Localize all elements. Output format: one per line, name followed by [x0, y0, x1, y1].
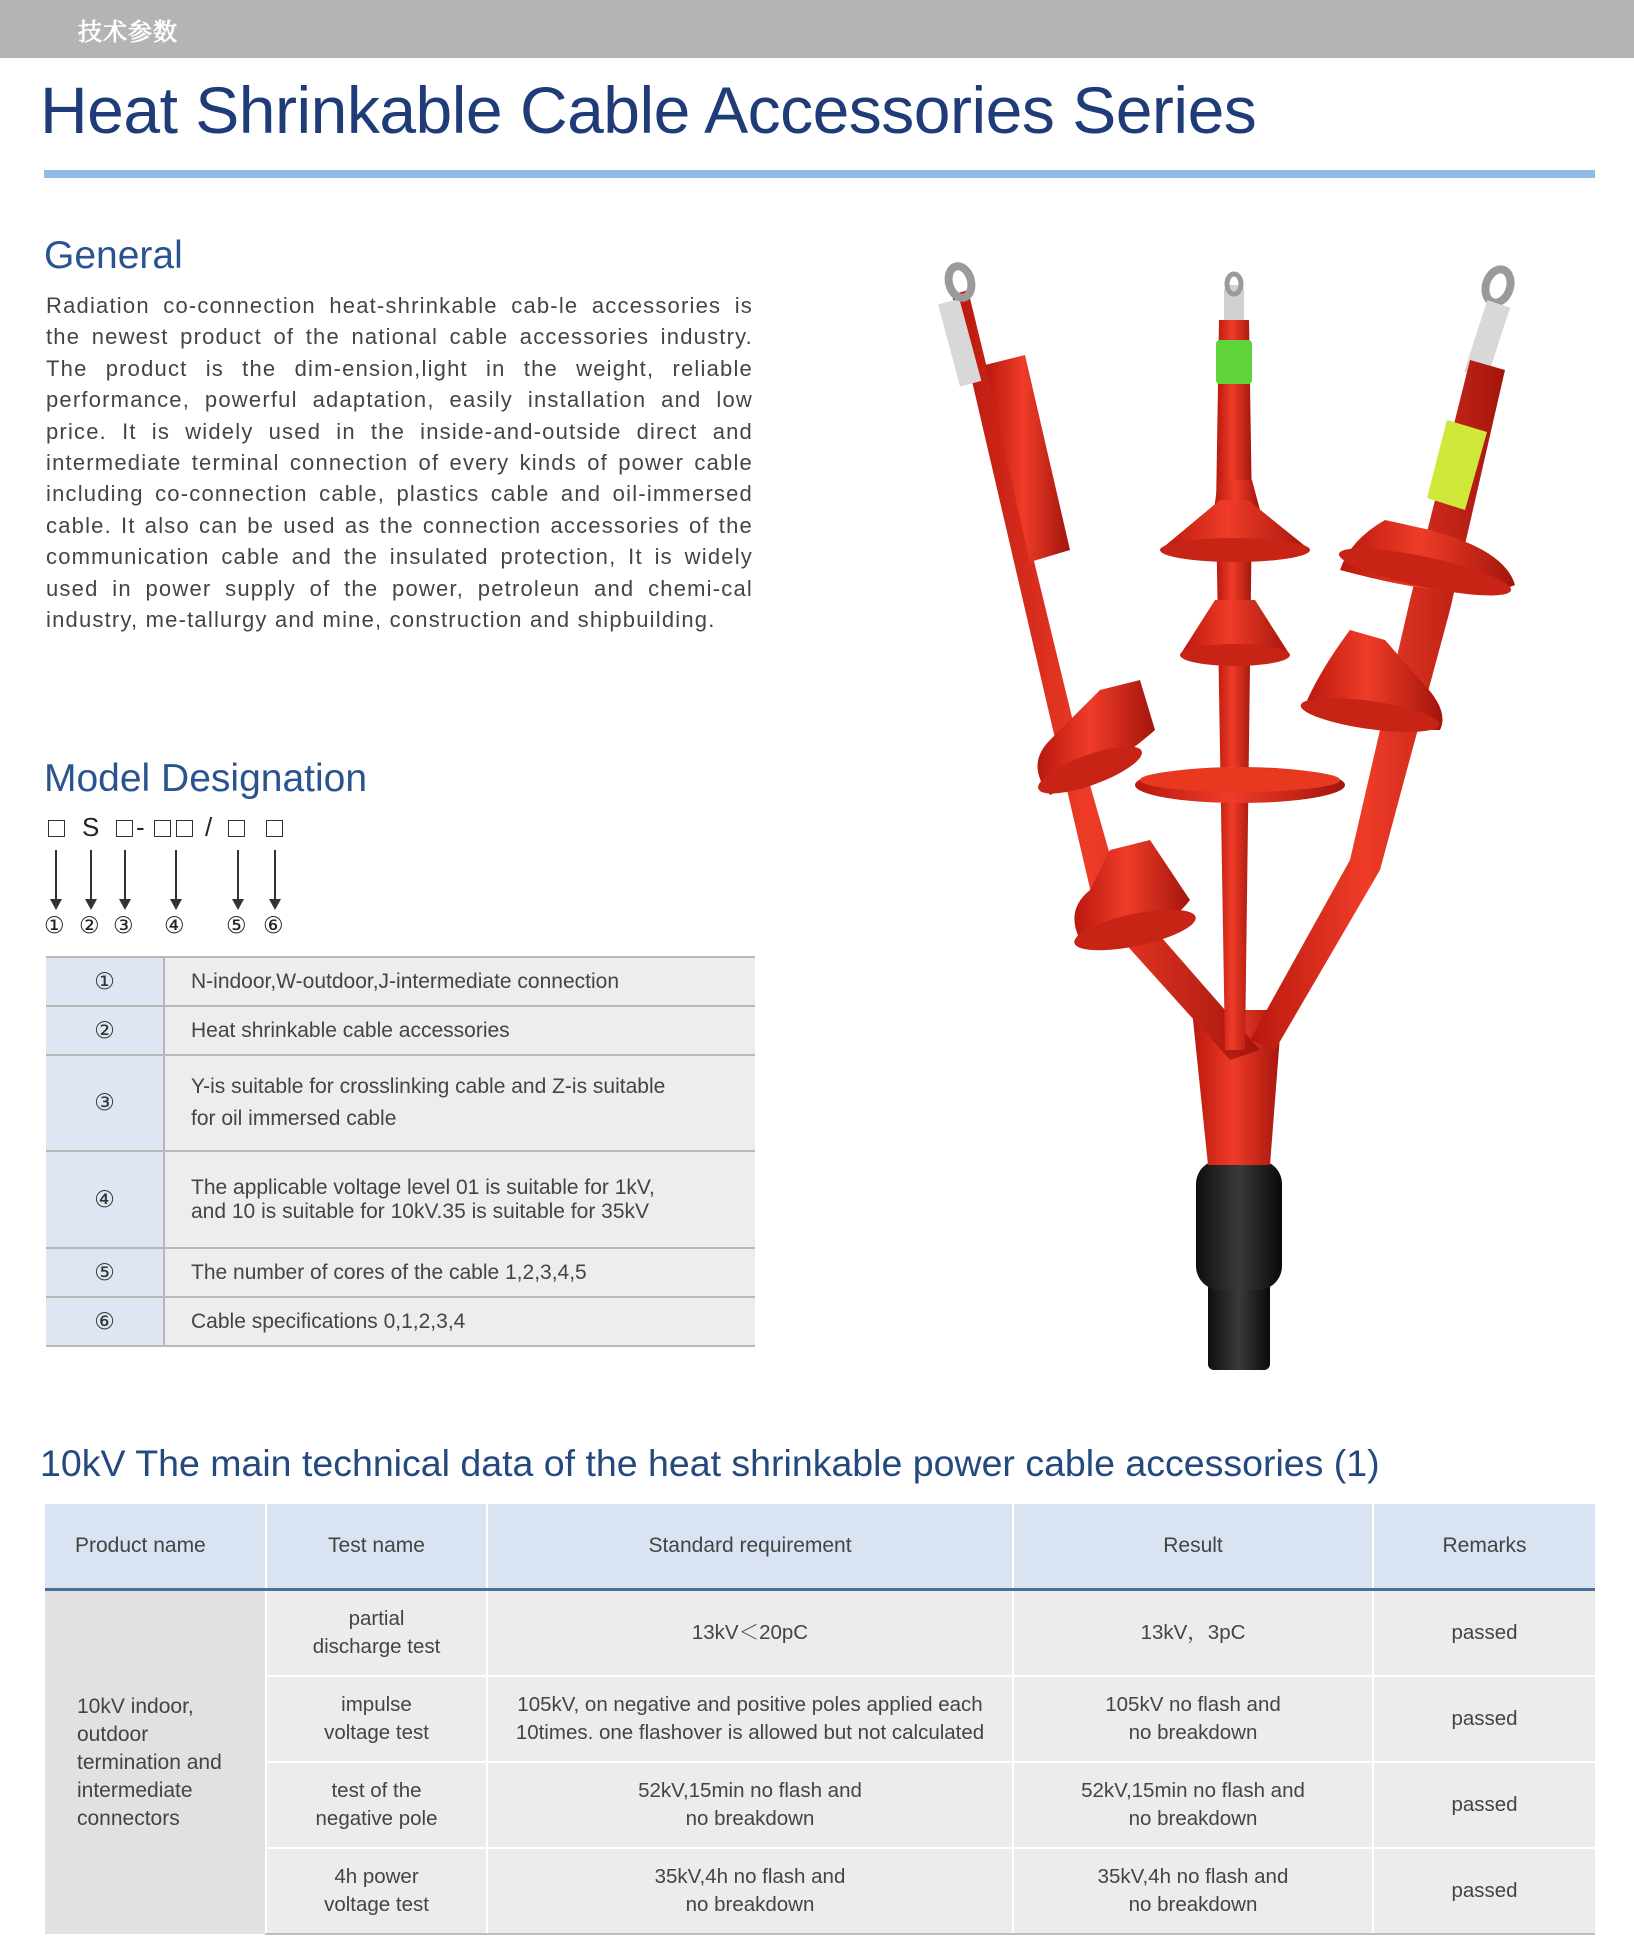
designation-row: [46, 1249, 755, 1298]
standard-cell: 105kV, on negative and positive poles applied each 10times. one flashover is allowed but not calculated: [487, 1676, 1013, 1762]
technical-data-heading: 10kV The main technical data of the heat shrinkable power cable accessories (1): [40, 1442, 1380, 1484]
table-row: [45, 1590, 1595, 1677]
designation-text: Heat shrinkable cable accessories: [165, 1007, 755, 1054]
technical-data-table: [45, 1504, 1595, 1935]
section-header-bar: [0, 0, 1634, 58]
result-cell: 35kV,4h no flash and no breakdown: [1013, 1848, 1373, 1934]
remarks-cell: passed: [1373, 1762, 1595, 1848]
designation-number: ①: [46, 958, 165, 1005]
cable-termination-image: [930, 250, 1550, 1380]
product-name-cell: 10kV indoor, outdoor termination and intermediate connectors: [45, 1590, 266, 1935]
remarks-cell: passed: [1373, 1590, 1595, 1677]
code-box-4a: [154, 820, 171, 837]
title-underline: [44, 170, 1595, 178]
column-header-product-name: Product name: [45, 1504, 266, 1590]
code-box-4b: [176, 820, 193, 837]
code-number-3: ③: [113, 913, 134, 939]
code-number-5: ⑤: [226, 913, 247, 939]
designation-row: [46, 1007, 755, 1056]
designation-row: [46, 1152, 755, 1249]
standard-cell: 52kV,15min no flash and no breakdown: [487, 1762, 1013, 1848]
code-box-1: [48, 820, 65, 837]
code-number-1: ①: [44, 913, 65, 939]
standard-cell: 35kV,4h no flash and no breakdown: [487, 1848, 1013, 1934]
designation-text: Cable specifications 0,1,2,3,4: [165, 1298, 755, 1345]
remarks-cell: passed: [1373, 1848, 1595, 1934]
test-name-cell: 4h power voltage test: [266, 1848, 487, 1934]
remarks-cell: passed: [1373, 1676, 1595, 1762]
code-slash: /: [205, 812, 213, 842]
designation-text: Y-is suitable for crosslinking cable and Z-is suitable for oil immersed cable: [165, 1056, 755, 1150]
code-dash: -: [136, 812, 145, 842]
designation-row: [46, 1056, 755, 1152]
test-name-cell: partial discharge test: [266, 1590, 487, 1677]
code-letter-s: S: [82, 812, 100, 842]
test-name-cell: impulse voltage test: [266, 1676, 487, 1762]
code-box-5: [228, 820, 245, 837]
table-row: [45, 1762, 1595, 1848]
designation-text: The applicable voltage level 01 is suitable for 1kV, and 10 is suitable for 10kV.35 is suitable for 35kV: [165, 1152, 755, 1247]
arrow-down-icon: [175, 850, 177, 900]
section-header-label: 技术参数: [78, 18, 178, 46]
result-cell: 13kV，3pC: [1013, 1590, 1373, 1677]
code-number-6: ⑥: [263, 913, 284, 939]
designation-number: ⑤: [46, 1249, 165, 1296]
arrow-down-icon: [55, 850, 57, 900]
model-designation-heading: Model Designation: [44, 757, 368, 800]
designation-number: ②: [46, 1007, 165, 1054]
designation-text: N-indoor,W-outdoor,J-intermediate connection: [165, 958, 755, 1005]
designation-number: ③: [46, 1056, 165, 1150]
code-number-4: ④: [164, 913, 185, 939]
model-designation-table: [46, 956, 755, 1347]
black-sleeve: [1196, 1160, 1282, 1290]
arrow-down-icon: [237, 850, 239, 900]
green-marker-band: [1216, 340, 1252, 384]
column-header-result: Result: [1013, 1504, 1373, 1590]
table-header-row: [45, 1504, 1595, 1590]
designation-text: The number of cores of the cable 1,2,3,4,5: [165, 1249, 755, 1296]
designation-number: ⑥: [46, 1298, 165, 1345]
column-header-standard-requirement: Standard requirement: [487, 1504, 1013, 1590]
page-title: Heat Shrinkable Cable Accessories Series: [40, 73, 1257, 147]
arrow-down-icon: [274, 850, 276, 900]
column-header-remarks: Remarks: [1373, 1504, 1595, 1590]
test-name-cell: test of the negative pole: [266, 1762, 487, 1848]
general-description: Radiation co-connection heat-shrinkable cab-le accessories is the newest product of the national cable accessories industry. The product is the dim-ension,light in the weight, reliable performance, powerful adaptation, easily installation and low price. It is widely used in the inside-and-outside direct and intermediate terminal connection of every kinds of power cable including co-connection cable, plastics cable and oil-immersed cable. It also can be used as the connection accessories of the communication cable and the insulated protection, It is widely used in power supply of the power, petroleun and chemi-cal industry, me-tallurgy and mine, construction and shipbuilding.: [46, 293, 753, 633]
designation-row: [46, 958, 755, 1007]
table-row: [45, 1676, 1595, 1762]
table-row: [45, 1848, 1595, 1934]
code-box-6: [266, 820, 283, 837]
general-heading: General: [44, 234, 183, 277]
designation-number: ④: [46, 1152, 165, 1247]
result-cell: 52kV,15min no flash and no breakdown: [1013, 1762, 1373, 1848]
code-number-2: ②: [79, 913, 100, 939]
arrow-down-icon: [124, 850, 126, 900]
arrow-down-icon: [90, 850, 92, 900]
designation-row: [46, 1298, 755, 1347]
code-box-3: [116, 820, 133, 837]
standard-cell: 13kV＜20pC: [487, 1590, 1013, 1677]
column-header-test-name: Test name: [266, 1504, 487, 1590]
result-cell: 105kV no flash and no breakdown: [1013, 1676, 1373, 1762]
